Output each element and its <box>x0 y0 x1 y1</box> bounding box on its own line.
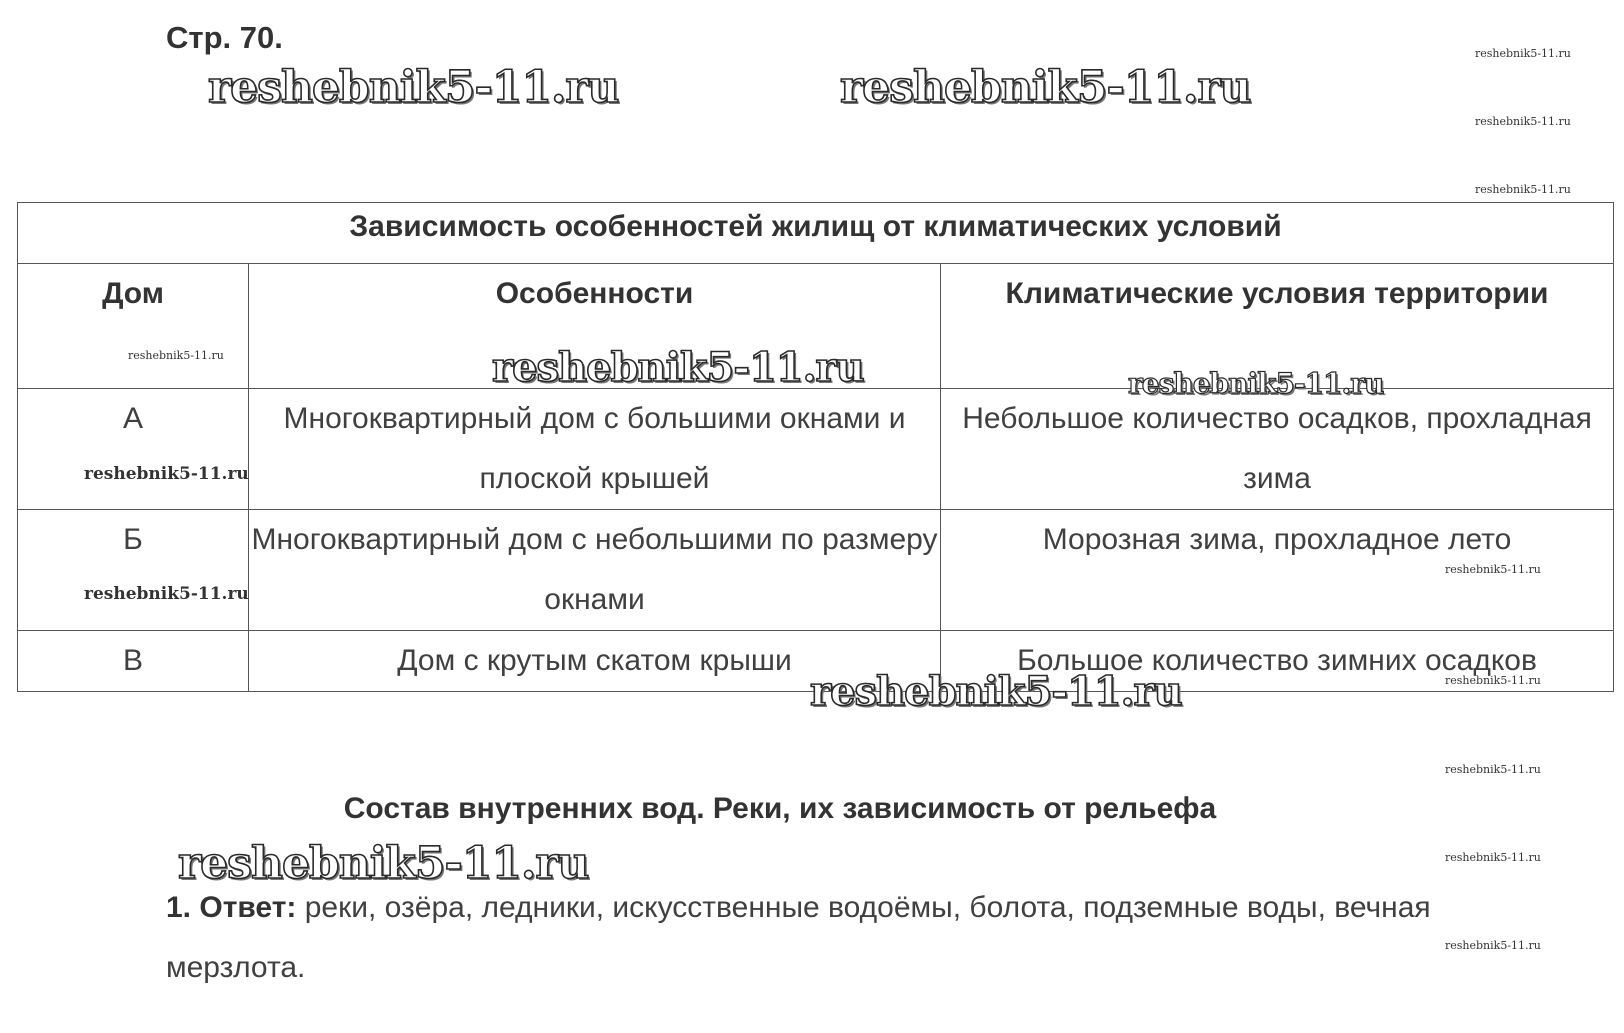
watermark-small: reshebnik5-11.ru <box>1445 763 1541 776</box>
watermark: reshebnik5-11.ru <box>208 62 619 113</box>
watermark: reshebnik5-11.ru <box>1128 367 1384 400</box>
watermark-small: reshebnik5-11.ru <box>1445 851 1541 864</box>
section-title: Состав внутренних вод. Реки, их зависимость от рельефа <box>343 792 1217 825</box>
watermark-small: reshebnik5-11.ru <box>1445 563 1541 576</box>
cell-climate: Большое количество зимних осадков <box>941 631 1614 692</box>
watermark-small: reshebnik5-11.ru <box>1475 115 1571 128</box>
page-number: Стр. 70. <box>166 20 283 55</box>
watermark-small: reshebnik5-11.ru <box>1445 674 1541 687</box>
table-row <box>18 389 1614 510</box>
cell-features: Многоквартирный дом с большими окнами и плоской крышей <box>249 389 941 510</box>
cell-features: Дом с крутым скатом крыши <box>249 631 941 692</box>
table-title: Зависимость особенностей жилищ от климатических условий <box>18 203 1614 264</box>
watermark-medium: reshebnik5-11.ru <box>84 584 249 604</box>
table-row <box>18 510 1614 631</box>
answer-paragraph <box>166 878 1566 998</box>
watermark: reshebnik5-11.ru <box>840 62 1251 113</box>
watermark-medium: reshebnik5-11.ru <box>84 464 249 484</box>
watermark-small: reshebnik5-11.ru <box>1475 47 1571 60</box>
watermark-small: reshebnik5-11.ru <box>1445 939 1541 952</box>
cell-house: Б <box>18 510 249 631</box>
column-header-climate: Климатические условия территории <box>941 264 1614 389</box>
watermark: reshebnik5-11.ru <box>178 838 589 889</box>
answer-text: реки, озёра, ледники, искусственные водоёмы, болота, подземные воды, вечная мерзлота. <box>166 891 1431 984</box>
watermark: reshebnik5-11.ru <box>492 344 864 391</box>
cell-features: Многоквартирный дом с небольшими по размеру окнами <box>249 510 941 631</box>
cell-climate: Морозная зима, прохладное лето <box>941 510 1614 631</box>
watermark-small: reshebnik5-11.ru <box>1475 183 1571 196</box>
cell-house: А <box>18 389 249 510</box>
watermark: reshebnik5-11.ru <box>810 668 1182 715</box>
watermark-small: reshebnik5-11.ru <box>128 349 224 362</box>
answer-label: 1. Ответ: <box>166 891 297 924</box>
column-header-features: Особенности <box>249 264 941 389</box>
column-header-house: Дом <box>18 264 249 389</box>
cell-house: В <box>18 631 249 692</box>
cell-climate: Небольшое количество осадков, прохладная зима <box>941 389 1614 510</box>
climate-table <box>17 202 1614 692</box>
